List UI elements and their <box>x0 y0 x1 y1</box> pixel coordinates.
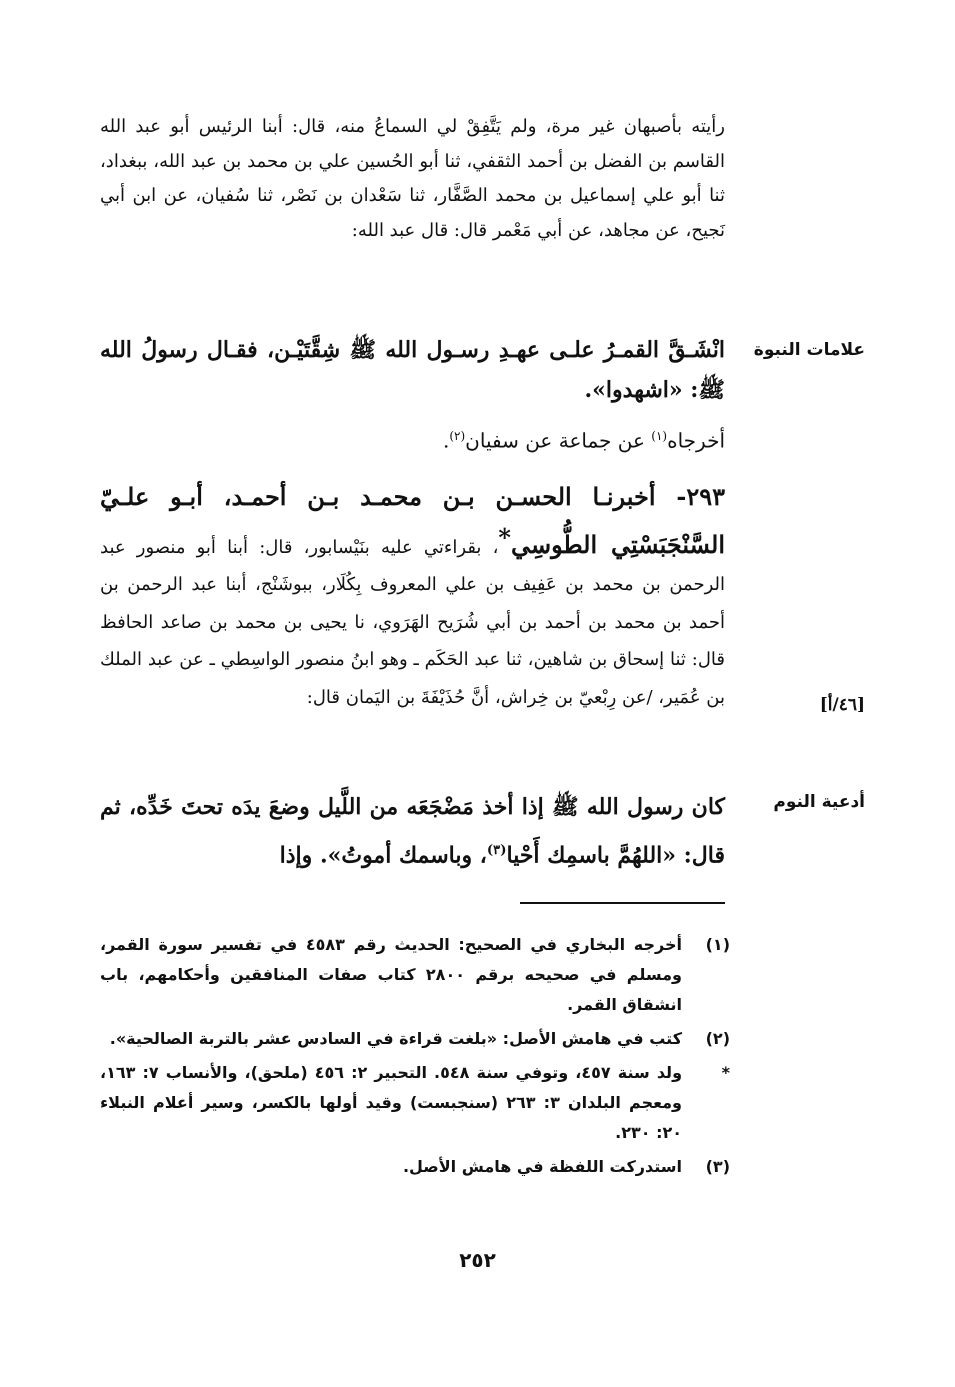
footnote-2 <box>100 1024 730 1054</box>
margin-note-folio: [٤٦/أ] <box>819 695 865 715</box>
footnote-text: أخرجه البخاري في الصحيح: الحديث رقم ٤٥٨٣ في تفسير سورة القمر، ومسلم في صحيحه برقم ٢٨٠٠ كتاب صفات المنافقين وأحكامهم، باب انشقاق القمر. <box>100 935 682 1014</box>
takhrij-end: . <box>442 428 450 453</box>
footnote-3 <box>100 1152 730 1182</box>
footnote-ref-1: (١) <box>651 429 668 443</box>
footnote-text: ولد سنة ٤٥٧، وتوفي سنة ٥٤٨. التحبير ٢: ٤٥٦ (ملحق)، والأنساب ٧: ١٦٣، ومعجم البلدان ٣: ٢٦٣ (سنجبست) وقيد أولها بالكسر، وسير أعلام النبلاء ٢٠: ٢٣٠. <box>100 1063 683 1142</box>
intro-paragraph: رأيته بأصبهان غير مرة، ولم يَتَّفِقْ لي السماعُ منه، قال: أبنا الرئيس أبو عبد الله القاسم بن الفضل بن أحمد الثقفي، ثنا أبو الحُسين علي بن محمد بن عبد الله، ببغداد، ثنا أبو علي إسماعيل بن محمد الصَّفَّار، ثنا سَعْدان بن نَصْر، ثنا سُفيان، عن ابن أبي نَجيح، عن مجاهد، عن أبي مَعْمر قال: قال عبد الله: <box>100 116 725 241</box>
footnote-separator <box>520 902 725 904</box>
hadith-2-text-b: ، وباسمك أموتُ». وإذا <box>279 842 487 869</box>
footnote-ref-3: (٣) <box>486 843 507 858</box>
footnote-text: استدركت اللفظة في هامش الأصل. <box>402 1157 682 1176</box>
footnote-number: (١) <box>705 935 730 954</box>
footnote-number: (٢) <box>705 1029 730 1048</box>
footnote-number: * <box>721 1063 730 1082</box>
footnotes <box>100 930 730 1186</box>
biography-star-ref: * <box>498 522 511 552</box>
entry-293-heading: ٢٩٣- أخبرنـا الحسـن بـن محمـد بـن أحمـد، أبـو علـيّ السَّنْجَبَسْتِي الطُّوسِي <box>100 482 725 559</box>
takhrij-text-a: أخرجاه <box>667 428 725 453</box>
footnote-ref-2: (٢) <box>449 429 466 443</box>
entry-293 <box>100 478 725 716</box>
footnote-number: (٣) <box>705 1157 730 1176</box>
hadith-moon-splitting: انْشَـقَّ القمـرُ علـى عهـدِ رسـول الله ﷺ شِقَّتَيْـن، فقـال رسولُ الله ﷺ: «اشهدوا». <box>100 337 725 403</box>
hadith-2-text-a: كان رسول الله ﷺ إذا أخذ مَضْجَعَه من اللَّيل وضعَ يدَه تحتَ خَدِّه، ثم قال: «اللهُمَّ باسمِك أَحْيا <box>100 794 725 869</box>
entry-293-body: ، بقراءتي عليه بنَيْسابور، قال: أبنا أبو منصور عبد الرحمن بن محمد بن عَفِيف بن علي المعروف بِكُلَار، ببوشَنْج، أبنا عبد الرحمن بن أحمد بن محمد بن أحمد بن أبي شُرَيح الهَرَوي، نا يحيى بن محمد بن صاعد الحافظ قال: ثنا إسحاق بن شاهين، ثنا عبد الحَكَم ـ وهو ابنُ منصور الواسِطي ـ عن عبد الملك بن عُمَير، /عن رِبْعيّ بن خِراش، أنَّ حُذَيْفَةَ بن اليَمان قال: <box>100 536 725 708</box>
margin-note-sleep-supplications: أدعية النوم <box>773 792 865 812</box>
margin-note-signs-of-prophethood: علامات النبوة <box>753 340 865 360</box>
footnote-star <box>100 1058 730 1148</box>
page-number: ٢٥٢ <box>459 1248 496 1272</box>
footnote-text: كتب في هامش الأصل: «بلغت قراءة في السادس عشر بالتربة الصالحية». <box>109 1029 682 1048</box>
hadith-sleep-supplication <box>100 785 725 877</box>
takhrij-text-b: عن جماعة عن سفيان <box>465 428 652 453</box>
footnote-1 <box>100 930 730 1020</box>
takhrij-line <box>100 418 725 459</box>
